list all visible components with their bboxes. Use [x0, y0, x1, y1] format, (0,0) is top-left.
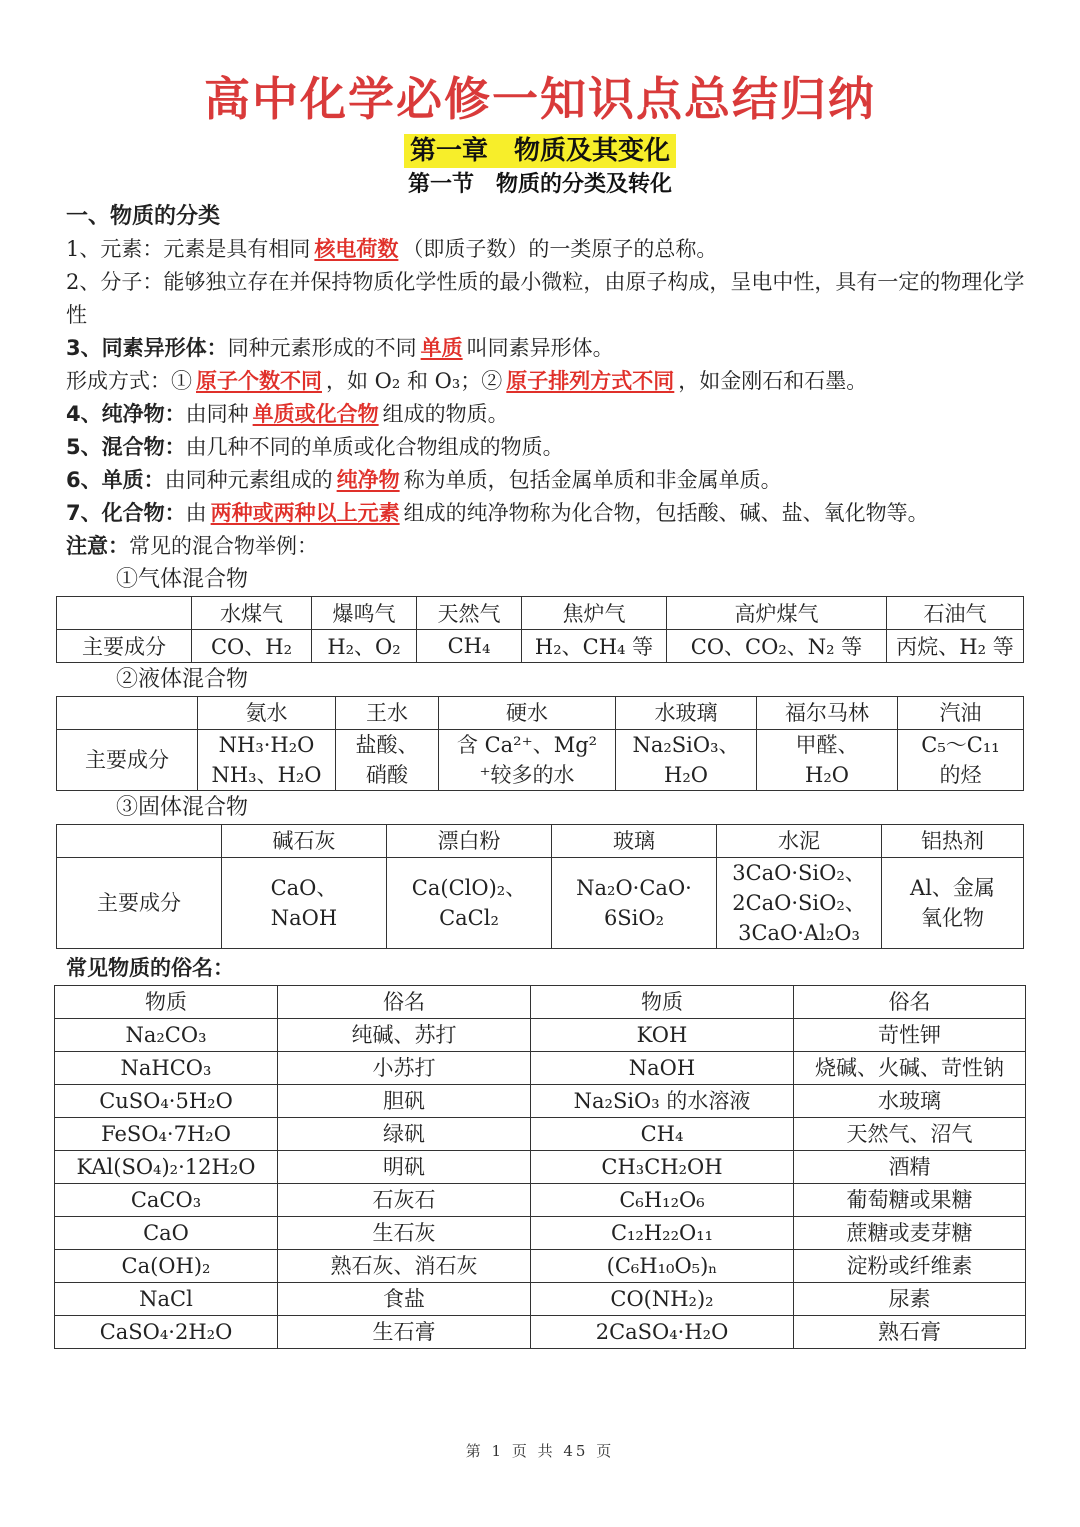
table-cell: 葡萄糖或果糖	[794, 1184, 1026, 1217]
table-row	[55, 1118, 1026, 1151]
cell-line: 3CaO·SiO₂、	[732, 861, 866, 885]
item-1	[66, 233, 1026, 266]
gas-mixture-label: ①气体混合物	[116, 567, 249, 592]
table-cell	[717, 858, 882, 949]
common-names-label: 常见物质的俗名：	[66, 956, 234, 980]
fill-blank: 单质或化合物	[252, 402, 379, 426]
table-cell: 爆鸣气	[312, 597, 417, 630]
cell-line: Na₂SiO₃、	[632, 733, 740, 757]
cell-line: C₅～C₁₁	[921, 733, 1000, 757]
table-cell: 天然气	[417, 597, 522, 630]
table-row	[57, 730, 1024, 791]
table-cell: 蔗糖或麦芽糖	[794, 1217, 1026, 1250]
fill-blank: 两种或两种以上元素	[210, 501, 400, 525]
table-cell: 王水	[336, 697, 439, 730]
table-cell: 物质	[531, 986, 794, 1019]
item-6	[66, 464, 1026, 497]
table-cell	[757, 730, 898, 791]
table-row	[55, 1085, 1026, 1118]
table-row	[55, 1019, 1026, 1052]
table-cell: H₂、CH₄ 等	[522, 630, 667, 663]
table-cell: 俗名	[794, 986, 1026, 1019]
item-text: 由	[185, 501, 207, 525]
item-7	[66, 497, 1026, 530]
table-cell: 石灰石	[278, 1184, 531, 1217]
table-cell	[336, 730, 439, 791]
table-cell: CH₄	[531, 1118, 794, 1151]
item-label: 4、纯净物：	[66, 402, 186, 426]
table-cell: CaO	[55, 1217, 278, 1250]
table-cell: 水玻璃	[616, 697, 757, 730]
cell-line: H₂O	[805, 763, 849, 787]
table-cell: CuSO₄·5H₂O	[55, 1085, 278, 1118]
table-cell: 物质	[55, 986, 278, 1019]
table-header-row	[57, 697, 1024, 730]
table-cell	[898, 730, 1024, 791]
formation-line	[66, 365, 1026, 398]
content-body	[66, 200, 1026, 1349]
table-cell: NaOH	[531, 1052, 794, 1085]
item-label: 5、混合物：	[66, 435, 186, 459]
gas-mixture-table	[56, 596, 1024, 663]
fill-blank: 原子排列方式不同	[506, 369, 675, 393]
table-cell: 生石灰	[278, 1217, 531, 1250]
table-cell: 天然气、沼气	[794, 1118, 1026, 1151]
common-names-body	[55, 1019, 1026, 1349]
item-text: 组成的物质。	[382, 402, 509, 426]
table-cell: 酒精	[794, 1151, 1026, 1184]
table-cell: CaSO₄·2H₂O	[55, 1316, 278, 1349]
table-cell: 生石膏	[278, 1316, 531, 1349]
table-cell: H₂、O₂	[312, 630, 417, 663]
table-cell: NaHCO₃	[55, 1052, 278, 1085]
table-row	[55, 1250, 1026, 1283]
cell-line: CaO、	[270, 876, 338, 900]
item-text: 称为单质，包括金属单质和非金属单质。	[403, 468, 782, 492]
item-text: 叫同素异形体。	[466, 336, 614, 360]
fill-blank: 核电荷数	[314, 237, 399, 261]
table-cell: Ca(OH)₂	[55, 1250, 278, 1283]
table-row	[57, 630, 1024, 663]
table-cell: 水玻璃	[794, 1085, 1026, 1118]
table-cell	[57, 597, 192, 630]
page-footer: 第 1 页 共 45 页	[465, 1442, 615, 1460]
liquid-mixture-label: ②液体混合物	[116, 667, 249, 692]
cell-line: 含 Ca²⁺、Mg²	[456, 733, 598, 757]
item-4	[66, 398, 1026, 431]
table-header-row	[55, 986, 1026, 1019]
table-cell: 硬水	[439, 697, 616, 730]
fill-blank: 原子个数不同	[196, 369, 322, 393]
cell-line: Al、金属	[910, 876, 995, 900]
cell-line: Ca(ClO)₂、	[411, 876, 527, 900]
table-cell: C₆H₁₂O₆	[531, 1184, 794, 1217]
table-cell: CaCO₃	[55, 1184, 278, 1217]
table-row	[55, 1052, 1026, 1085]
table-cell: 水煤气	[192, 597, 312, 630]
table-cell: 福尔马林	[757, 697, 898, 730]
table-cell: 碱石灰	[222, 825, 387, 858]
table-cell: 焦炉气	[522, 597, 667, 630]
table-cell: CO、CO₂、N₂ 等	[667, 630, 887, 663]
table-cell	[222, 858, 387, 949]
document-title: 高中化学必修一知识点总结归纳	[204, 72, 876, 126]
fill-blank: 单质	[420, 336, 463, 360]
solid-mixture-label: ③固体混合物	[116, 795, 249, 820]
item-text: 由同种	[185, 402, 249, 426]
cell-line: 2CaO·SiO₂、	[732, 891, 866, 915]
cell-line: 6SiO₂	[603, 906, 665, 930]
item-text: 元素是具有相同	[163, 237, 311, 261]
row-header: 主要成分	[57, 630, 192, 663]
table-cell: 高炉煤气	[667, 597, 887, 630]
table-cell: 氨水	[198, 697, 336, 730]
liquid-mixture-table	[56, 696, 1024, 791]
table-cell: 漂白粉	[387, 825, 552, 858]
item-text: 组成的纯净物称为化合物，包括酸、碱、盐、氧化物等。	[403, 501, 929, 525]
section-heading: 第一节 物质的分类及转化	[407, 172, 672, 197]
item-3	[66, 332, 1026, 365]
row-header: 主要成分	[57, 730, 198, 791]
cell-line: 氧化物	[921, 906, 984, 930]
table-header-row	[57, 825, 1024, 858]
table-header-row	[57, 597, 1024, 630]
cell-line: 的烃	[939, 763, 982, 787]
item-text: 能够独立存在并保持物质化学性质的最小微粒，由原子构成，呈电中性，具有一定的物理化学性	[66, 270, 1025, 327]
table-cell: NaCl	[55, 1283, 278, 1316]
table-cell: C₁₂H₂₂O₁₁	[531, 1217, 794, 1250]
item-2	[66, 266, 1026, 332]
cell-line: NH₃·H₂O	[218, 733, 315, 757]
table-cell: 尿素	[794, 1283, 1026, 1316]
table-cell: 胆矾	[278, 1085, 531, 1118]
cell-line: 盐酸、	[355, 733, 419, 757]
table-cell: 纯碱、苏打	[278, 1019, 531, 1052]
table-row	[57, 858, 1024, 949]
table-cell	[57, 697, 198, 730]
table-row	[55, 1316, 1026, 1349]
note-text: 常见的混合物举例：	[129, 534, 318, 558]
table-row	[55, 1184, 1026, 1217]
cell-line: ⁺较多的水	[479, 763, 575, 787]
item-text: ，如 O₂ 和 O₃；②	[326, 369, 503, 393]
table-cell: CO(NH₂)₂	[531, 1283, 794, 1316]
cell-line: 硝酸	[366, 763, 408, 787]
table-cell: CH₃CH₂OH	[531, 1151, 794, 1184]
table-cell: FeSO₄·7H₂O	[55, 1118, 278, 1151]
item-text: 由几种不同的单质或化合物组成的物质。	[185, 435, 564, 459]
table-cell: 玻璃	[552, 825, 717, 858]
table-cell	[387, 858, 552, 949]
cell-line: 甲醛、	[795, 733, 859, 757]
solid-mixture-table	[56, 824, 1024, 949]
fill-blank: 纯净物	[336, 468, 400, 492]
table-cell	[616, 730, 757, 791]
table-cell: 丙烷、H₂ 等	[887, 630, 1024, 663]
table-cell: 俗名	[278, 986, 531, 1019]
table-cell: KAl(SO₄)₂·12H₂O	[55, 1151, 278, 1184]
item-text: ，如金刚石和石墨。	[678, 369, 868, 393]
chapter-heading: 第一章 物质及其变化	[404, 134, 676, 168]
table-cell	[439, 730, 616, 791]
table-cell: (C₆H₁₀O₅)ₙ	[531, 1250, 794, 1283]
table-cell: CO、H₂	[192, 630, 312, 663]
cell-line: NaOH	[270, 906, 338, 930]
item-label: 6、单质：	[66, 468, 165, 492]
table-cell: 铝热剂	[882, 825, 1024, 858]
item-label: 7、化合物：	[66, 501, 186, 525]
table-cell: Na₂CO₃	[55, 1019, 278, 1052]
table-cell: 淀粉或纤维素	[794, 1250, 1026, 1283]
item-label: 1、元素：	[66, 237, 164, 261]
table-cell: 食盐	[278, 1283, 531, 1316]
common-names-table	[54, 985, 1026, 1349]
item-text: 同种元素形成的不同	[227, 336, 417, 360]
table-cell: 小苏打	[278, 1052, 531, 1085]
cell-line: CaCl₂	[439, 906, 499, 930]
table-cell: 烧碱、火碱、苛性钠	[794, 1052, 1026, 1085]
part-heading: 一、物质的分类	[66, 204, 221, 229]
item-text: （即质子数）的一类原子的总称。	[402, 237, 718, 261]
table-cell: 熟石灰、消石灰	[278, 1250, 531, 1283]
note-label: 注意：	[66, 534, 129, 558]
table-cell: 明矾	[278, 1151, 531, 1184]
table-cell: KOH	[531, 1019, 794, 1052]
table-cell	[882, 858, 1024, 949]
table-cell	[198, 730, 336, 791]
table-cell: 石油气	[887, 597, 1024, 630]
table-cell: 水泥	[717, 825, 882, 858]
note-line	[66, 530, 1026, 563]
table-cell: 绿矾	[278, 1118, 531, 1151]
table-cell: CH₄	[417, 630, 522, 663]
table-cell	[57, 825, 222, 858]
table-cell: Na₂SiO₃ 的水溶液	[531, 1085, 794, 1118]
table-row	[55, 1151, 1026, 1184]
item-text: 形成方式：①	[66, 369, 192, 393]
item-label: 3、同素异形体：	[66, 336, 228, 360]
table-row	[55, 1283, 1026, 1316]
item-label: 2、分子：	[66, 270, 164, 294]
table-cell	[552, 858, 717, 949]
item-text: 由同种元素组成的	[164, 468, 333, 492]
table-cell: 汽油	[898, 697, 1024, 730]
cell-line: H₂O	[664, 763, 708, 787]
cell-line: NH₃、H₂O	[211, 763, 322, 787]
cell-line: Na₂O·CaO·	[576, 876, 692, 900]
table-cell: 苛性钾	[794, 1019, 1026, 1052]
row-header: 主要成分	[57, 858, 222, 949]
table-row	[55, 1217, 1026, 1250]
table-cell: 2CaSO₄·H₂O	[531, 1316, 794, 1349]
table-cell: 熟石膏	[794, 1316, 1026, 1349]
cell-line: 3CaO·Al₂O₃	[738, 921, 860, 945]
item-5	[66, 431, 1026, 464]
